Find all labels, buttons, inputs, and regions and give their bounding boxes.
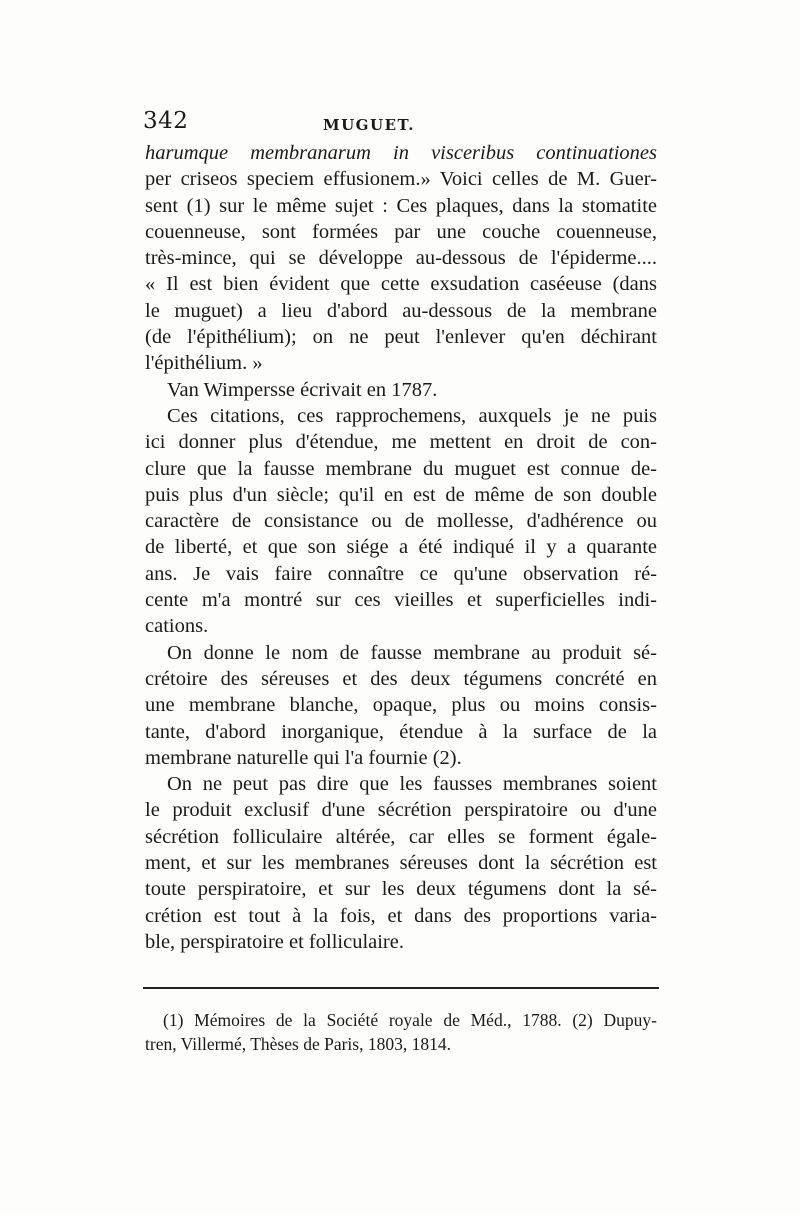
text-line: ble, perspiratoire et folliculaire. — [145, 930, 404, 953]
text-line: sent (1) sur le même sujet : Ces plaques, dans la stomatite — [145, 194, 657, 217]
text-line: puis plus d'un siècle; qu'il en est de même de son double — [145, 483, 657, 506]
text-line: l'épithélium. » — [145, 352, 263, 375]
text-line: le muguet) a lieu d'abord au-dessous de la membrane — [145, 299, 657, 322]
text-line: (de l'épithélium); on ne peut l'enlever qu'en déchirant — [145, 326, 657, 349]
text-line: ans. Je vais faire connaître ce qu'une observation ré- — [145, 562, 657, 585]
body-text — [145, 140, 657, 955]
text-line: de liberté, et que son siége a été indiqué il y a quarante — [145, 536, 657, 559]
footnote-divider — [143, 987, 659, 989]
text-line: per criseos speciem effusionem.» Voici celles de M. Guer- — [145, 168, 657, 191]
text-line: harumque membranarum in visceribus continuationes — [145, 142, 657, 164]
text-line: « Il est bien évident que cette exsudation caséeuse (dans — [145, 273, 657, 296]
text-line: sécrétion folliculaire altérée, car elles se forment égale- — [145, 825, 657, 848]
running-title: MUGUET. — [323, 116, 415, 134]
text-line: Ces citations, ces rapprochemens, auxquels je ne puis — [167, 404, 657, 427]
text-line: très-mince, qui se développe au-dessous de l'épiderme.... — [145, 247, 657, 270]
page-number: 342 — [143, 108, 189, 134]
text-line: ment, et sur les membranes séreuses dont la sécrétion est — [145, 852, 657, 875]
text-line: On donne le nom de fausse membrane au produit sé- — [167, 641, 657, 664]
footnote-line: tren, Villermé, Thèses de Paris, 1803, 1814. — [145, 1034, 451, 1054]
text-line: le produit exclusif d'une sécrétion perspiratoire ou d'une — [145, 799, 657, 822]
text-line: couenneuse, sont formées par une couche couenneuse, — [145, 220, 657, 243]
text-line: toute perspiratoire, et sur les deux tégumens dont la sé- — [145, 878, 657, 901]
text-line: caractère de consistance ou de mollesse, d'adhérence ou — [145, 510, 657, 533]
text-line: cente m'a montré sur ces vieilles et superficielles indi- — [145, 589, 657, 612]
text-line: On ne peut pas dire que les fausses membranes soient — [167, 773, 657, 796]
text-line: clure que la fausse membrane du muguet est connue de- — [145, 457, 657, 480]
footnote-line: (1) Mémoires de la Société royale de Méd., 1788. (2) Dupuy- — [163, 1010, 657, 1030]
text-line: Van Wimpersse écrivait en 1787. — [167, 378, 438, 401]
running-head — [143, 108, 658, 138]
text-line: tante, d'abord inorganique, étendue à la surface de la — [145, 720, 657, 743]
text-line: cations. — [145, 615, 209, 638]
text-line: crétion est tout à la fois, et dans des proportions varia- — [145, 904, 657, 927]
text-line: crétoire des séreuses et des deux tégumens concrété en — [145, 667, 657, 690]
text-line: une membrane blanche, opaque, plus ou moins consis- — [145, 694, 657, 717]
text-line: membrane naturelle qui l'a fournie (2). — [145, 746, 462, 769]
text-line: ici donner plus d'étendue, me mettent en droit de con- — [145, 431, 657, 454]
footnotes — [145, 1008, 657, 1056]
